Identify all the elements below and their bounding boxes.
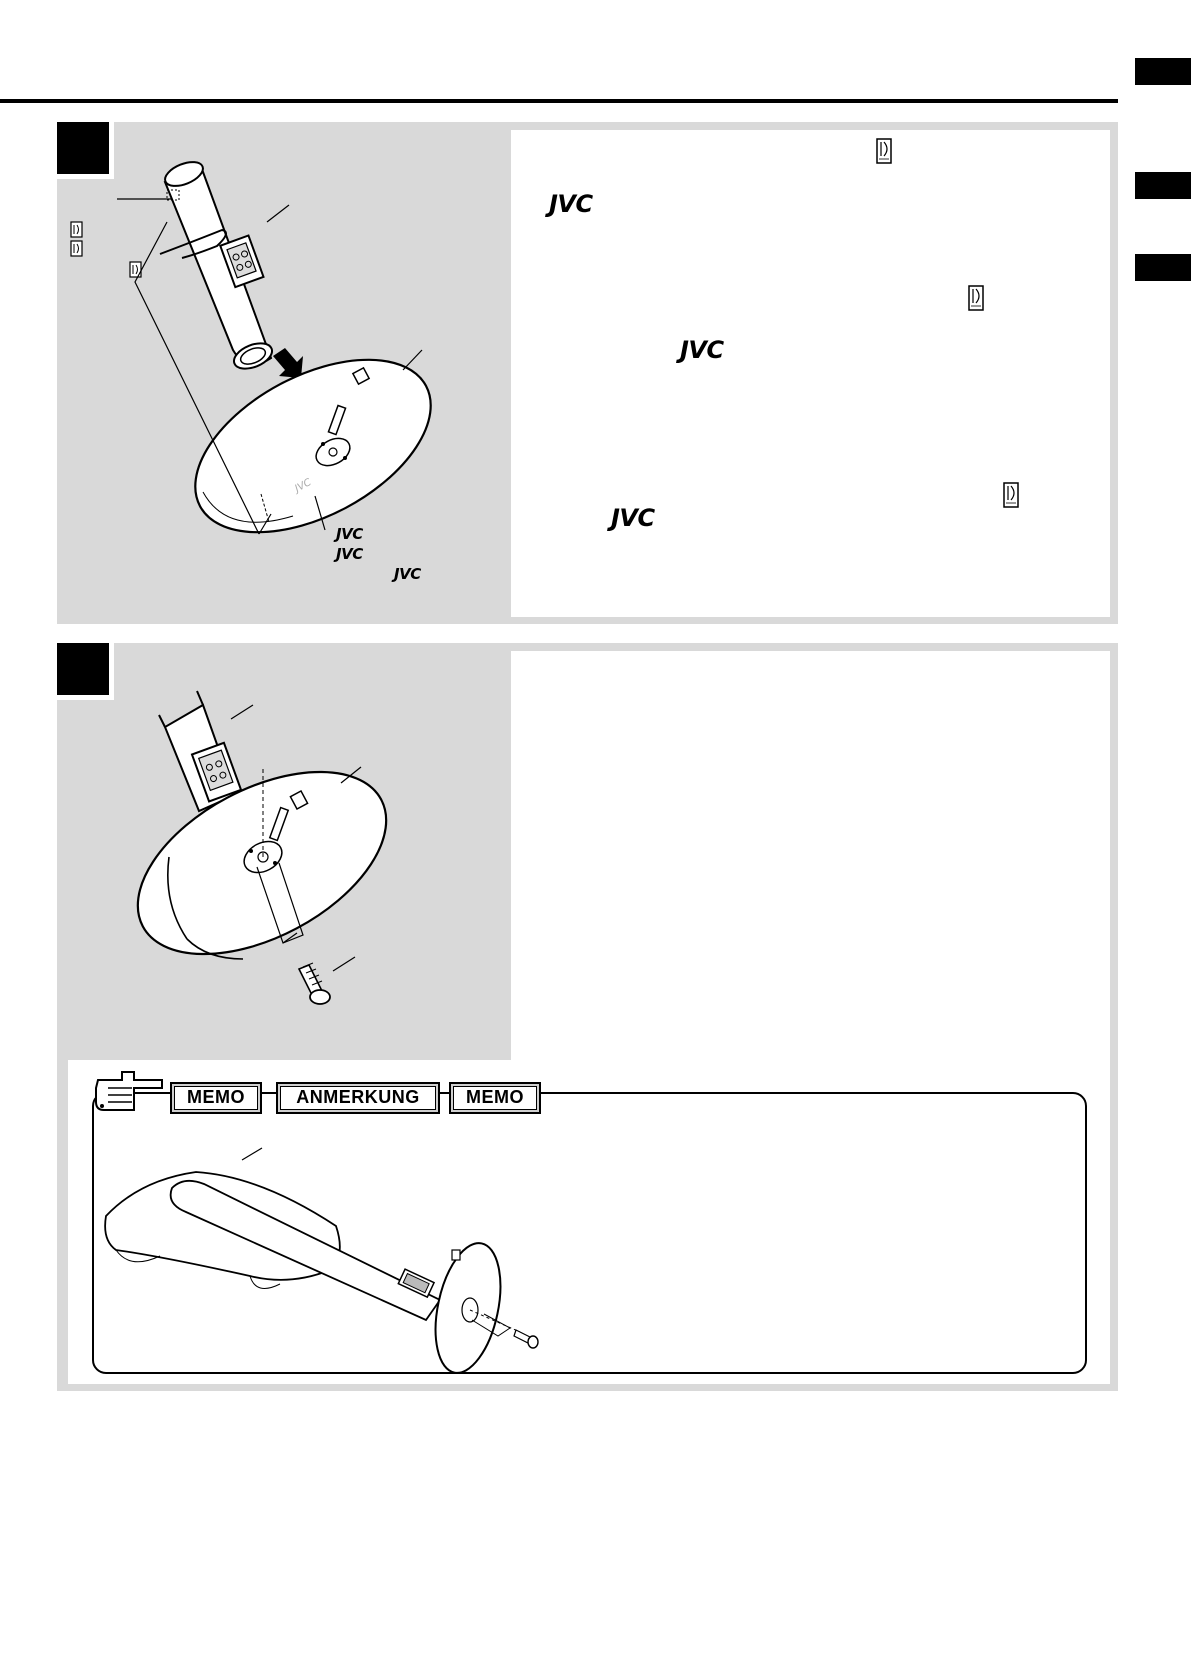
disc-logo-print: JVC (293, 477, 314, 495)
logo-label-2: JVC (336, 545, 363, 563)
speaker-base-disc (167, 324, 459, 568)
screw-icon (514, 1330, 538, 1348)
language-tab-3 (1135, 254, 1191, 281)
jvc-logo-3: JVC (611, 504, 655, 532)
step1-illustration (57, 122, 511, 624)
logo-label-3: JVC (394, 565, 421, 583)
language-tab-2 (1135, 172, 1191, 199)
memo-tag-1: MEMO (170, 1082, 262, 1114)
jvc-logo-2: JVC (680, 336, 724, 364)
cushion-icon (105, 1172, 340, 1289)
pointing-hand-icon (92, 1066, 162, 1116)
legend-dolby-icon-1 (71, 222, 82, 237)
base-disc-assembled (108, 734, 416, 991)
step1-text-area (511, 130, 1110, 617)
legend-dolby-icon-2 (71, 241, 82, 256)
language-tab-1 (1135, 58, 1191, 85)
memo-tag-2: MEMO (449, 1082, 541, 1114)
memo-illustration (100, 1160, 560, 1370)
logo-label-1: JVC (336, 525, 363, 543)
header-rule (0, 99, 1118, 103)
step2-illustration (57, 643, 511, 1060)
step2-text-area (511, 651, 1110, 1060)
screw-icon (299, 957, 355, 1004)
dolby-mark-icon (876, 138, 892, 164)
speaker-pipe (160, 157, 276, 373)
base-disc-lying (425, 1237, 520, 1379)
jvc-logo-1: JVC (549, 190, 593, 218)
dolby-mark-icon (1003, 482, 1019, 508)
insert-arrow-icon (273, 348, 303, 378)
memo-tag-anmerkung: ANMERKUNG (276, 1082, 440, 1114)
dolby-mark-icon (968, 285, 984, 311)
